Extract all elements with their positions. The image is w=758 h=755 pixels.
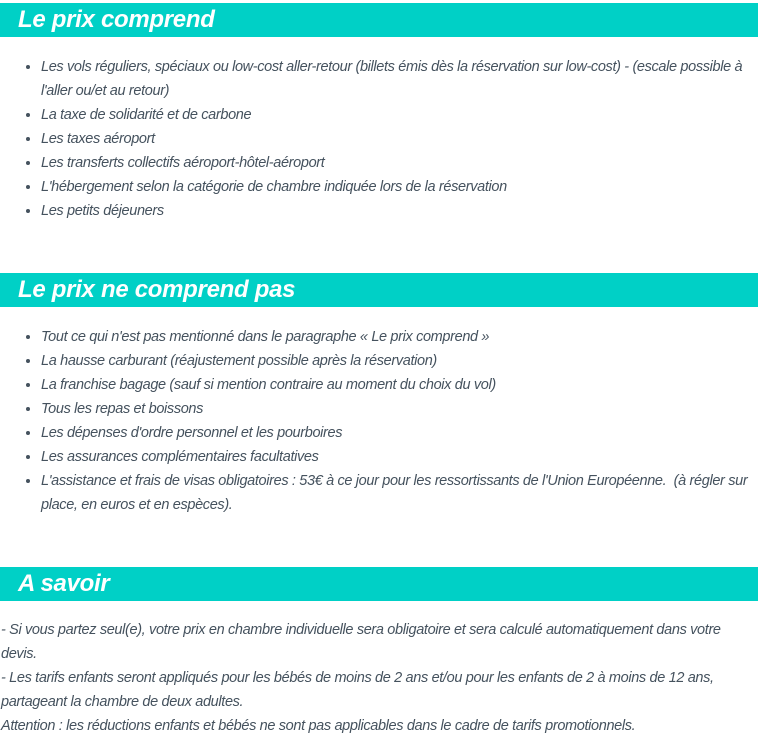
list-item: • Les vols réguliers, spéciaux ou low-cost aller-retour (billets émis dès la réservation sur low-cost) - (escale possible à l'aller ou/et au retour) xyxy=(41,55,754,103)
note-line: Attention : les réductions enfants et bébés ne sont pas applicables dans le cadre de tarifs promotionnels. xyxy=(1,718,636,734)
list-item: • Les transferts collectifs aéroport-hôtel-aéroport xyxy=(41,151,754,175)
list-item: • L'hébergement selon la catégorie de chambre indiquée lors de la réservation xyxy=(41,175,754,199)
list-item: • La taxe de solidarité et de carbone xyxy=(41,103,754,127)
list-item: • Les dépenses d'ordre personnel et les pourboires xyxy=(41,421,754,445)
section-title-price-excludes: Le prix ne comprend pas xyxy=(18,276,296,303)
price-excludes-list xyxy=(0,325,758,517)
section-a-savoir xyxy=(0,567,758,738)
note-line: - Les tarifs enfants seront appliqués pour les bébés de moins de 2 ans et/ou pour les enfants de 2 à moins de 12 ans, partageant la chambre de deux adultes. xyxy=(1,670,718,710)
section-title-a-savoir: A savoir xyxy=(18,570,110,597)
list-item: • La franchise bagage (sauf si mention contraire au moment du choix du vol) xyxy=(41,373,754,397)
section-title-price-includes: Le prix comprend xyxy=(18,6,215,33)
list-item: • Les taxes aéroport xyxy=(41,127,754,151)
a-savoir-notes xyxy=(0,618,758,738)
list-item: • Tout ce qui n'est pas mentionné dans le paragraphe « Le prix comprend » xyxy=(41,325,754,349)
section-price-excludes xyxy=(0,273,758,517)
section-price-includes xyxy=(0,3,758,223)
note-line: - Si vous partez seul(e), votre prix en chambre individuelle sera obligatoire et sera calculé automatiquement dans votre devis. xyxy=(1,622,725,662)
list-item: • La hausse carburant (réajustement possible après la réservation) xyxy=(41,349,754,373)
list-item: • Tous les repas et boissons xyxy=(41,397,754,421)
list-item: • L'assistance et frais de visas obligatoires : 53€ à ce jour pour les ressortissants de l'Union Européenne. (à régler sur place, en euros et en espèces). xyxy=(41,469,754,517)
price-includes-list xyxy=(0,55,758,223)
list-item: • Les assurances complémentaires facultatives xyxy=(41,445,754,469)
section-header-price-includes xyxy=(0,3,758,37)
section-header-price-excludes xyxy=(0,273,758,307)
section-header-a-savoir xyxy=(0,567,758,601)
list-item: • Les petits déjeuners xyxy=(41,199,754,223)
